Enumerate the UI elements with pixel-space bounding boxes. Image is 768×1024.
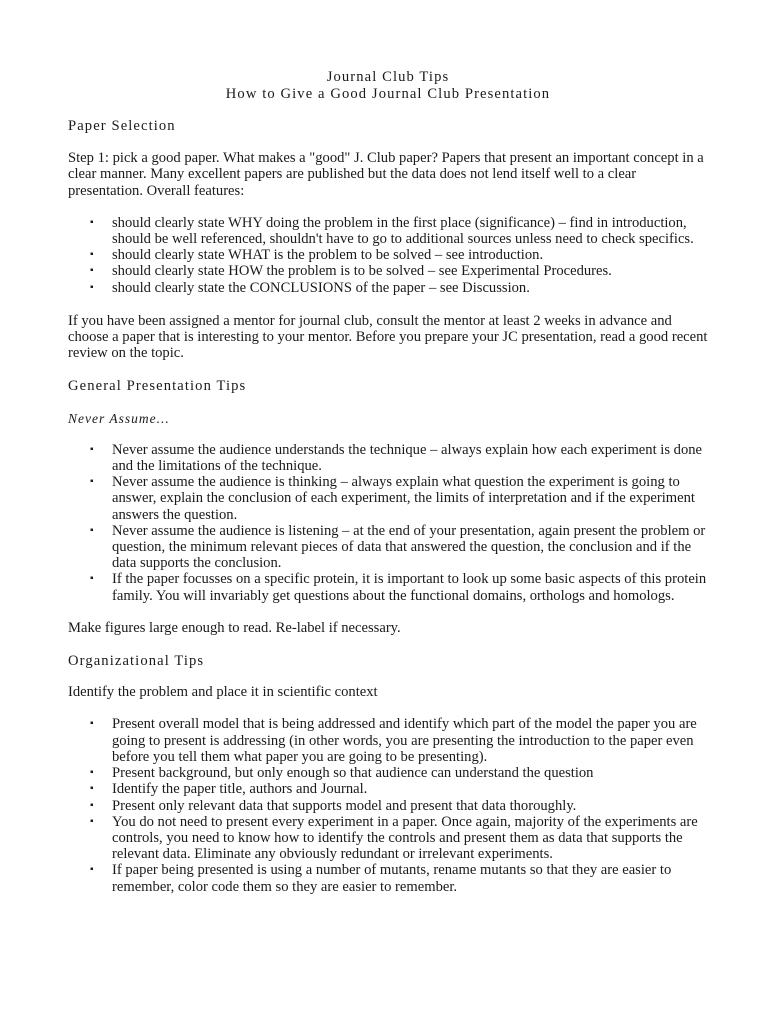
bullet-icon: ▪ [90, 864, 94, 876]
bullet-icon: ▪ [90, 476, 94, 488]
list-item [68, 474, 708, 523]
list-item-text: If the paper focusses on a specific protein, it is important to look up some basic aspects of this protein family. You will invariably get questions about the functional domains, orthologs and homologs. [112, 571, 707, 604]
bullet-icon: ▪ [90, 216, 94, 228]
list-item-text: should clearly state the CONCLUSIONS of the paper – see Discussion. [112, 279, 530, 296]
bullet-icon: ▪ [90, 783, 94, 795]
bullet-icon: ▪ [90, 815, 94, 827]
list-item-text: Present only relevant data that supports model and present that data thoroughly. [112, 797, 577, 814]
never-assume-list [68, 442, 708, 604]
list-item [68, 781, 708, 797]
bullet-icon: ▪ [90, 573, 94, 585]
bullet-icon: ▪ [90, 799, 94, 811]
figures-paragraph: Make figures large enough to read. Re-label if necessary. [68, 619, 401, 636]
list-item [68, 523, 708, 572]
list-item-text: You do not need to present every experiment in a paper. Once again, majority of the experiments are controls, you need to know how to identify the controls and present them as data that supports the relevant data. Eliminate any obviously redundant or irrelevant experiments. [112, 813, 698, 863]
list-item-text: Present background, but only enough so that audience can understand the question [112, 765, 594, 782]
list-item [68, 716, 708, 765]
list-item-text: Present overall model that is being addressed and identify which part of the model the paper you are going to present is addressing (in other words, you are presenting the introduction to the paper even before you tell them what paper you are going to be presenting). [112, 716, 697, 765]
section-heading-organizational-tips: Organizational Tips [68, 653, 205, 670]
list-item [68, 263, 708, 279]
document-subtitle: How to Give a Good Journal Club Presentation [225, 85, 551, 102]
bullet-icon: ▪ [90, 249, 94, 261]
bullet-icon: ▪ [90, 281, 94, 293]
list-item [68, 814, 708, 863]
bullet-icon: ▪ [90, 524, 94, 536]
section-heading-general-tips: General Presentation Tips [68, 378, 247, 395]
section-heading-paper-selection: Paper Selection [68, 118, 176, 134]
list-item-text: should clearly state WHAT is the problem to be solved – see introduction. [112, 247, 544, 264]
list-item [68, 215, 708, 247]
organizational-intro: Identify the problem and place it in scientific context [68, 684, 378, 701]
list-item [68, 247, 708, 263]
list-item [68, 442, 708, 474]
never-assume-subheading: Never Assume... [68, 410, 170, 426]
list-item-text: Never assume the audience is thinking – always explain what question the experiment is going to answer, explain the conclusion of each experiment, the limits of interpretation and if the experiment answers the question. [112, 474, 695, 523]
bullet-icon: ▪ [90, 443, 94, 455]
organizational-list [68, 716, 708, 894]
bullet-icon: ▪ [90, 718, 94, 730]
paper-features-list [68, 215, 708, 296]
list-item-text: should clearly state WHY doing the problem in the first place (significance) – find in introduction, should be well referenced, shouldn't have to go to additional sources unless need to check specifics. [112, 214, 694, 248]
list-item-text: Never assume the audience is listening – at the end of your presentation, again present the problem or question, the minimum relevant pieces of data that answered the question, the conclusion and if the data supports the conclusion. [112, 522, 706, 572]
list-item [68, 571, 708, 603]
list-item [68, 862, 708, 894]
paper-selection-intro: Step 1: pick a good paper. What makes a "good" J. Club paper? Papers that present an important concept in a clear manner. Many excellent papers are published but the data does not lend itself well to a clear presentation. Overall features: [68, 150, 704, 199]
document-title: Journal Club Tips [326, 69, 450, 85]
list-item [68, 280, 708, 296]
list-item-text: Never assume the audience understands the technique – always explain how each experiment is done and the limitations of the technique. [112, 441, 703, 475]
list-item-text: Identify the paper title, authors and Journal. [112, 781, 368, 798]
list-item [68, 765, 708, 781]
bullet-icon: ▪ [90, 767, 94, 779]
mentor-paragraph: If you have been assigned a mentor for journal club, consult the mentor at least 2 weeks in advance and choose a paper that is interesting to your mentor. Before you prepare your JC presentation, read a good recent review on the topic. [68, 312, 708, 362]
list-item [68, 798, 708, 814]
list-item-text: should clearly state HOW the problem is to be solved – see Experimental Procedures. [112, 263, 612, 280]
list-item-text: If paper being presented is using a number of mutants, rename mutants so that they are easier to remember, color code them so they are easier to remember. [112, 862, 672, 895]
bullet-icon: ▪ [90, 265, 94, 277]
